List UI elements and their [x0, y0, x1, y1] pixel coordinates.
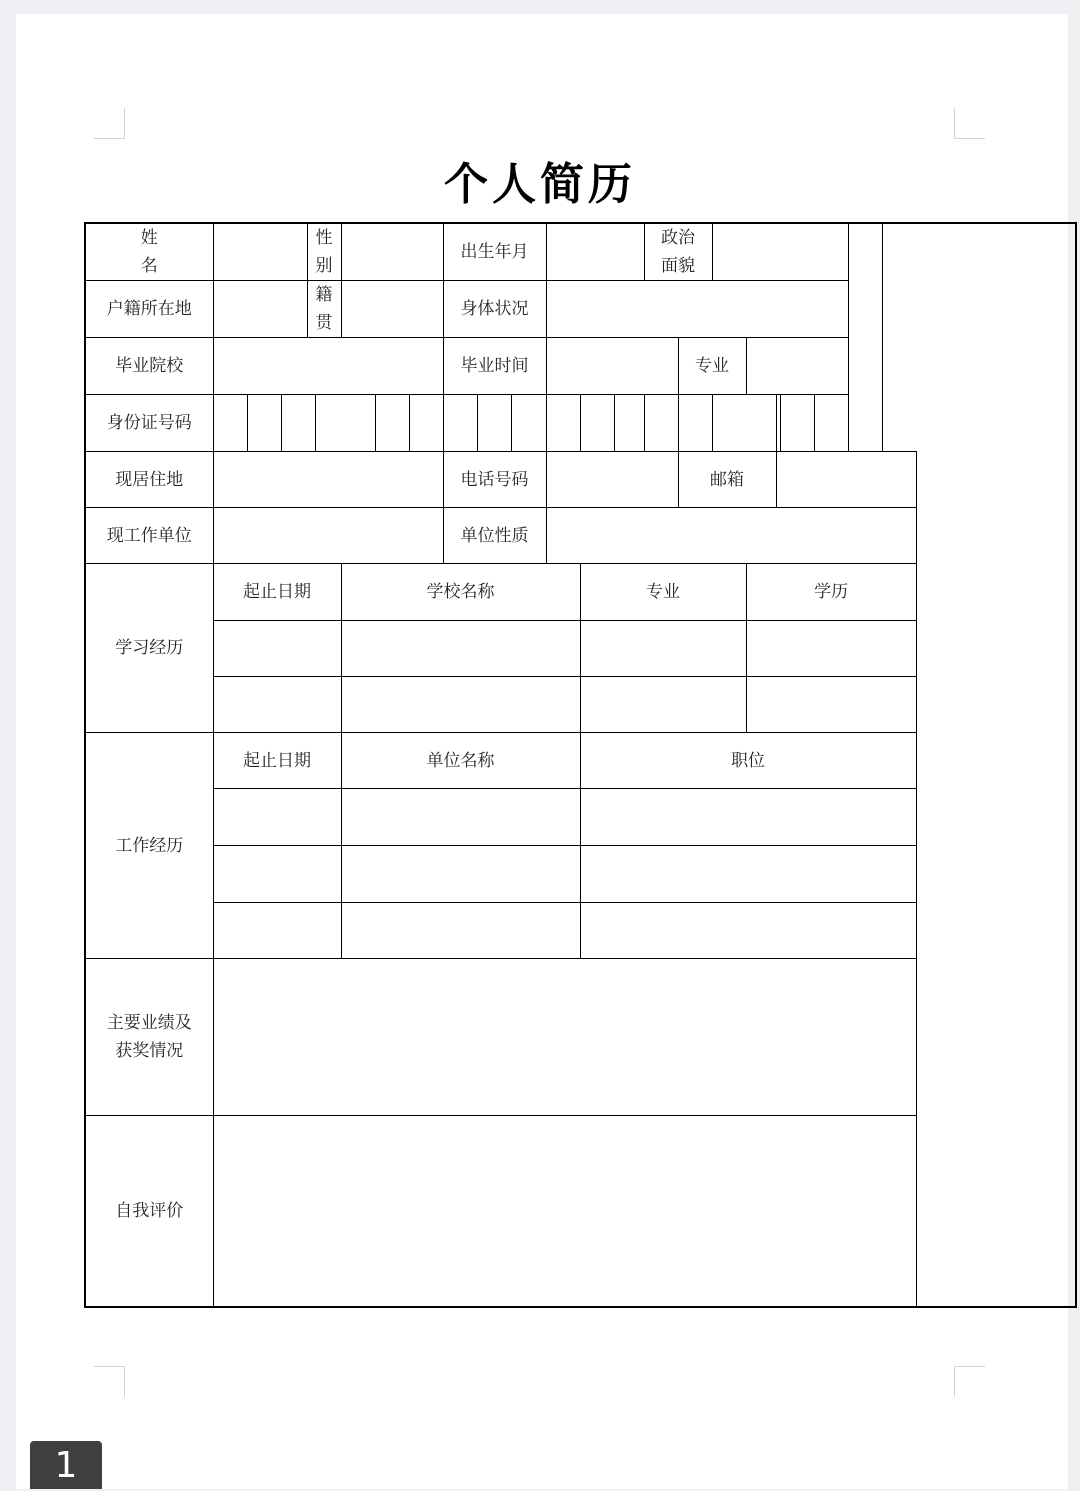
work-cell[interactable] — [580, 846, 916, 903]
field-email[interactable] — [776, 452, 916, 508]
label-work: 工作经历 — [85, 733, 213, 959]
label-political-status — [644, 223, 712, 281]
work-cell[interactable] — [580, 903, 916, 959]
label-birth: 出生年月 — [443, 223, 546, 281]
resume-table — [84, 222, 1077, 1308]
document-title: 个人简历 — [444, 159, 636, 210]
label-employer: 现工作单位 — [85, 508, 213, 564]
id-digit-box[interactable] — [614, 395, 644, 452]
id-digit-box[interactable] — [580, 395, 614, 452]
id-digit-box[interactable] — [409, 395, 443, 452]
id-digit-box[interactable] — [780, 395, 814, 452]
edu-cell[interactable] — [746, 621, 916, 677]
field-birth[interactable] — [546, 223, 644, 281]
label-grad-time: 毕业时间 — [443, 338, 546, 395]
id-digit-box[interactable] — [247, 395, 281, 452]
id-digit-box[interactable] — [546, 395, 580, 452]
field-address[interactable] — [213, 452, 443, 508]
label-email: 邮箱 — [678, 452, 776, 508]
edu-header-major: 专业 — [580, 564, 746, 621]
work-cell[interactable] — [341, 903, 580, 959]
label-id-number: 身份证号码 — [85, 395, 213, 452]
label-political-line1: 政治 — [661, 228, 696, 248]
edu-cell[interactable] — [580, 621, 746, 677]
work-cell[interactable] — [341, 789, 580, 846]
edu-header-degree: 学历 — [746, 564, 916, 621]
edu-cell[interactable] — [580, 677, 746, 733]
edu-cell[interactable] — [341, 677, 580, 733]
margin-mark-top-left — [94, 108, 125, 139]
label-political-line2: 面貌 — [661, 256, 696, 276]
label-self-evaluation: 自我评价 — [85, 1116, 213, 1307]
work-cell[interactable] — [213, 846, 341, 903]
label-native-place: 籍贯 — [307, 281, 341, 338]
label-achievements-line1: 主要业绩及 — [106, 1013, 192, 1033]
margin-mark-top-right — [954, 108, 985, 139]
edu-header-school: 学校名称 — [341, 564, 580, 621]
page-number-badge[interactable]: 1 — [30, 1441, 102, 1489]
field-major[interactable] — [746, 338, 848, 395]
id-digit-box[interactable] — [644, 395, 678, 452]
field-employer-type[interactable] — [546, 508, 916, 564]
id-digit-box[interactable] — [678, 395, 712, 452]
field-self-evaluation[interactable] — [213, 1116, 916, 1307]
field-phone[interactable] — [546, 452, 678, 508]
field-employer[interactable] — [213, 508, 443, 564]
margin-mark-bottom-right — [954, 1366, 985, 1397]
label-gender: 性别 — [307, 223, 341, 281]
edu-cell[interactable] — [341, 621, 580, 677]
field-native-place[interactable] — [341, 281, 443, 338]
work-cell[interactable] — [580, 789, 916, 846]
field-gender[interactable] — [341, 223, 443, 281]
id-digit-box[interactable] — [477, 395, 511, 452]
field-hukou[interactable] — [213, 281, 307, 338]
label-school: 毕业院校 — [85, 338, 213, 395]
id-digit-box[interactable] — [213, 395, 247, 452]
id-digit-box[interactable] — [814, 395, 848, 452]
id-digit-box[interactable] — [281, 395, 315, 452]
field-health[interactable] — [546, 281, 848, 338]
work-header-employer: 单位名称 — [341, 733, 580, 789]
label-hukou: 户籍所在地 — [85, 281, 213, 338]
label-achievements — [85, 959, 213, 1116]
label-major: 专业 — [678, 338, 746, 395]
work-header-position: 职位 — [580, 733, 916, 789]
work-header-dates: 起止日期 — [213, 733, 341, 789]
field-school[interactable] — [213, 338, 443, 395]
work-cell[interactable] — [213, 903, 341, 959]
label-achievements-line2: 获奖情况 — [115, 1041, 184, 1061]
field-political-status[interactable] — [712, 223, 848, 281]
id-digit-box[interactable] — [315, 395, 375, 452]
margin-mark-bottom-left — [94, 1366, 125, 1397]
id-digit-box[interactable] — [443, 395, 477, 452]
field-achievements[interactable] — [213, 959, 916, 1116]
edu-cell[interactable] — [746, 677, 916, 733]
label-address: 现居住地 — [85, 452, 213, 508]
edu-cell[interactable] — [213, 621, 341, 677]
id-digit-box[interactable] — [712, 395, 776, 452]
label-employer-type: 单位性质 — [443, 508, 546, 564]
field-grad-time[interactable] — [546, 338, 678, 395]
label-name: 姓 名 — [85, 223, 213, 281]
work-cell[interactable] — [213, 789, 341, 846]
id-digit-box[interactable] — [375, 395, 409, 452]
photo-area[interactable] — [848, 223, 882, 452]
label-health: 身体状况 — [443, 281, 546, 338]
label-education: 学习经历 — [85, 564, 213, 733]
work-cell[interactable] — [341, 846, 580, 903]
id-digit-box[interactable] — [511, 395, 546, 452]
label-phone: 电话号码 — [443, 452, 546, 508]
edu-cell[interactable] — [213, 677, 341, 733]
edu-header-dates: 起止日期 — [213, 564, 341, 621]
